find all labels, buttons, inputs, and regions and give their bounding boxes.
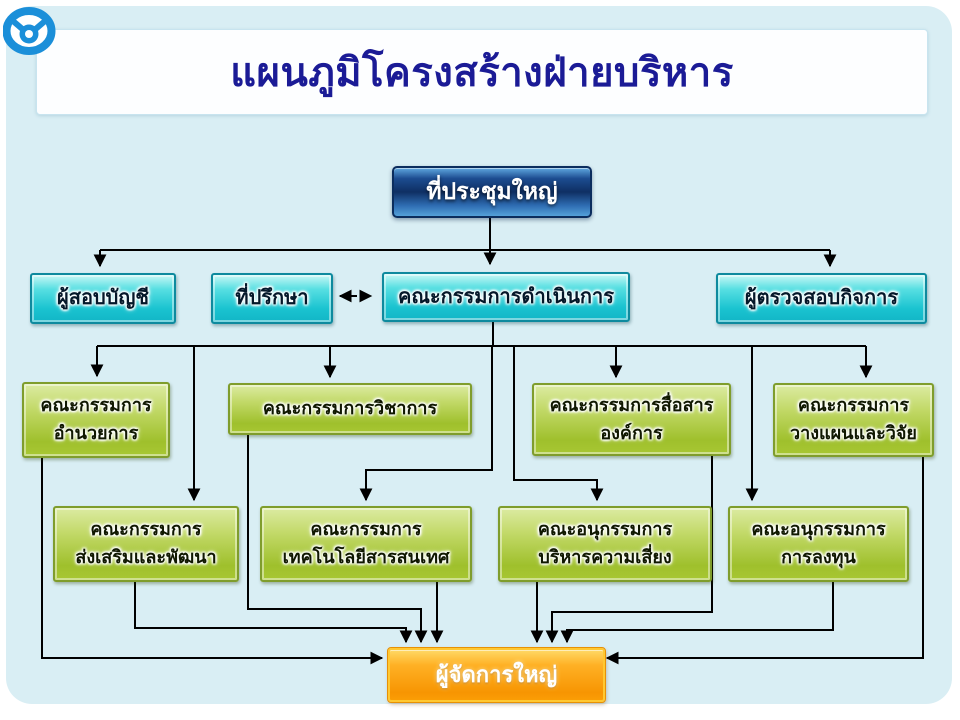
- node-label: คณะกรรมการวิชาการ: [262, 398, 438, 419]
- node-label: ผู้ตรวจสอบกิจการ: [744, 287, 899, 309]
- node-auditor: [30, 273, 176, 324]
- node-label: คณะกรรมการ: [90, 519, 202, 540]
- node-planning-research-committee: [773, 383, 934, 457]
- node-label: องค์การ: [600, 422, 663, 443]
- node-label: ผู้จัดการใหญ่: [435, 661, 558, 687]
- node-investment-subcommittee: [728, 506, 909, 582]
- node-label: คณะอนุกรรมการ: [751, 519, 886, 540]
- node-steering-committee: [22, 382, 170, 458]
- node-label: ที่ปรึกษา: [235, 287, 309, 309]
- node-label: คณะกรรมการ: [797, 395, 910, 416]
- node-label: ผู้สอบบัญชี: [57, 287, 149, 309]
- node-label: คณะกรรมการ: [310, 519, 422, 540]
- node-label: การลงทุน: [781, 547, 856, 567]
- node-label: อำนวยการ: [53, 423, 139, 443]
- node-label: เทคโนโลยีสารสนเทศ: [282, 547, 450, 567]
- node-label: คณะกรรมการ: [40, 395, 152, 416]
- node-general-manager: [388, 648, 605, 702]
- node-communication-committee: [532, 383, 731, 456]
- node-advisor: [211, 273, 333, 324]
- node-label: บริหารความเสี่ยง: [538, 547, 672, 567]
- node-label: คณะอนุกรรมการ: [537, 519, 673, 540]
- node-risk-management-subcommittee: [498, 506, 712, 582]
- node-label: ที่ประชุมใหญ่: [426, 178, 558, 205]
- page-title: แผนภูมิโครงสร้างฝ่ายบริหาร: [230, 51, 734, 95]
- node-label: ส่งเสริมและพัฒนา: [75, 547, 217, 567]
- node-executive-committee: [382, 272, 630, 322]
- node-business-inspector: [716, 273, 927, 324]
- node-it-committee: [260, 506, 472, 582]
- node-academic-committee: [228, 383, 472, 435]
- node-label: วางแผนและวิจัย: [790, 423, 917, 443]
- node-label: คณะกรรมการดำเนินการ: [397, 285, 614, 308]
- connector-investment-manager: [567, 578, 833, 642]
- node-general-assembly: [392, 166, 592, 218]
- node-promotion-development-committee: [53, 506, 239, 582]
- node-label: คณะกรรมการสื่อสาร: [549, 394, 714, 415]
